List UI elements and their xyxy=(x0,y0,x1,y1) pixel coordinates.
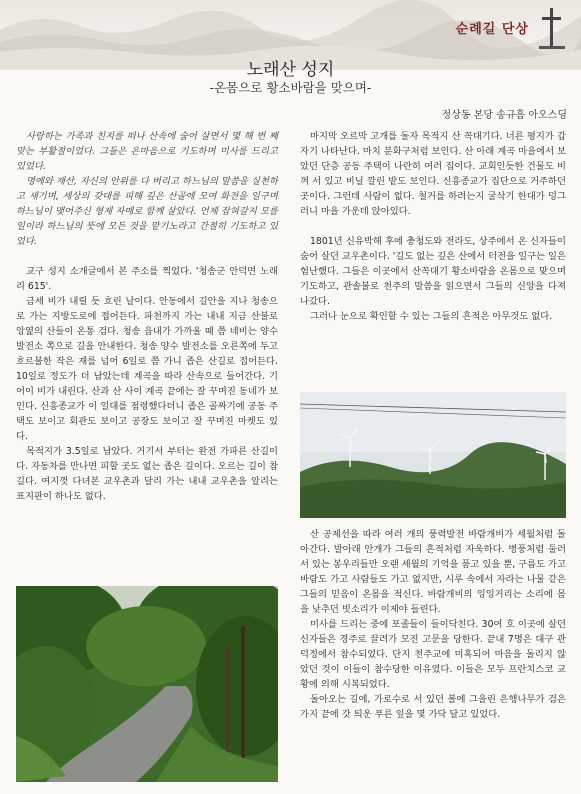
wind-turbine-photo xyxy=(300,392,566,518)
article-subtitle: -온몸으로 황소바람을 맞으며- xyxy=(209,80,372,95)
paragraph: 그러나 눈으로 확인할 수 있는 그들의 흔적은 아무것도 없다. xyxy=(310,311,553,322)
right-column-bottom xyxy=(300,527,566,722)
right-column-top xyxy=(300,129,566,324)
left-column xyxy=(16,129,278,504)
paragraph: 1801년 신유박해 후에 충청도와 전라도, 상주에서 온 신자들이 숨어 살던 교우촌이다. '길도 없는 깊은 산에서 터전을 일구는 일은 험난했다. 그들은 이곳에서 산꼭대기 황소바람을 온몸으로 맞으며 기도하고, 관솔불로 천주의 말씀을 읽으면서 그들의 신앙을 다져나갔다. xyxy=(300,236,566,307)
intro-paragraph: 사랑하는 가족과 친지를 떠나 산속에 숨어 살면서 몇 해 번 째 맞는 부활절이었다. 그들은 온마음으로 기도하며 미사를 드리고 있었다. xyxy=(16,131,278,172)
paragraph: 미사를 드리는 중에 포졸들이 들이닥친다. 30여 호 이곳에 살던 신자들은 경주로 끌려가 모진 고문을 당한다. 끝내 7명은 대구 관덕정에서 참수되었다. 단지 천주교에 미혹되어 마음을 돌리지 않았던 것이 이들이 참수당한 이유였다. 이들은 모두 프란치스코 교황에 의해 시복되었다. xyxy=(300,619,566,690)
cross-icon xyxy=(537,6,567,52)
article-title: 노래산 성지 xyxy=(246,60,335,80)
paragraph: 금세 비가 내릴 듯 흐린 날이다. 안동에서 길안을 지나 청송으로 가는 지방도로에 접어든다. 파천까지 가는 내내 지금 산불로 앙엹의 산들이 온통 검다. 청송 읍내가 가까울 때 쯤 네비는 양수 발전소 쪽으로 길을 안내한다. 청송 양수 발전소를 오른쪽에 두고 흐르불한 작은 재를 넘어 6일로 쯤 가니 좁은 산길로 접어든다. 10일로 정도가 더 남았는데 계곡을 따라 산속으로 들어간다. 기어이 비가 내린다. 산과 산 사이 계곡 끝에는 잘 꾸며진 동네가 보인다. 신흥종교가 이 일대를 점령했다더니 좁은 골짜기에 공동 주택도 보이고 회관도 보이고 공장도 보이고 잘 꾸며진 마켓도 있다. xyxy=(16,296,278,442)
paragraph: 돌아오는 길에, 가로수로 서 있던 볼에 그을린 은행나무가 검은 가지 끝에 갓 틔운 푸른 잎을 몇 가닥 달고 있었다. xyxy=(300,694,566,720)
paragraph: 목적지가 3.5일로 남았다. 거기서 부터는 완전 가파른 산길이다. 자동차를 만나면 피할 곳도 없는 좁은 길이다. 오르는 길이 참 길다. 여지껏 다녀본 교우촌과 달리 가는 내내 교우촌을 알리는 표지판이 하나도 없다. xyxy=(16,446,278,502)
paragraph: 마지막 오르막 고개를 돌자 목적지 산 꼭대기다. 너른 평지가 갑자기 나타난다. 마치 분화구처럼 보인다. 산 아래 계곡 마을에서 보았던 단층 공동 주택이 나란히 여러 집이다. 교회인듯한 건물도 비껴 서 있고 비닐 깔린 밭도 보인다. 신흥종교가 집단으로 거주하던 곳이다. 그런데 사람이 없다. 철거를 하려는지 굴삭기 한대가 덩그러니 마을 가운데 앉아있다. xyxy=(300,131,567,217)
section-tag: 순례길 단상 xyxy=(455,22,529,37)
paragraph: 산 공제선을 따라 여러 개의 풍력발전 바람개비가 세월처럼 돌아간다. 발아래 안개가 그들의 흔적처럼 자욱하다. 병풍처럼 둘러 서 있는 봉우리들만 오랜 세월의 기억을 품고 있을 뿐, 구름도 가고 바람도 가고 사람들도 가고 없지만, 시루 속에서 자라는 나물 같은 그들의 믿음이 온몸을 적신다. 바람개비의 잉잉거리는 소리에 몸을 낮추던 빗소리가 이제야 들린다. xyxy=(300,529,567,615)
paragraph: 교구 성지 소개글에서 본 주소를 찍었다. '청송군 안덕면 노래리 615'. xyxy=(16,266,278,292)
intro-paragraph-2: 명예와 재산, 자신의 안위를 다 버리고 하느님의 말씀을 실천하고 새기며, 세상의 갖대를 피해 깊은 산골에 모여 화전을 일구며 하느님이 맺어주신 형제 자매로 함께 살았다. 언제 잡혀갈지 모를 일이라 하느님의 뜻에 모든 것을 맡기노라고 간절히 기도하고 있었다. xyxy=(16,176,278,247)
forest-road-photo xyxy=(16,586,278,782)
byline: 정상동 본당 송규흠 아오스딩 xyxy=(441,110,567,121)
